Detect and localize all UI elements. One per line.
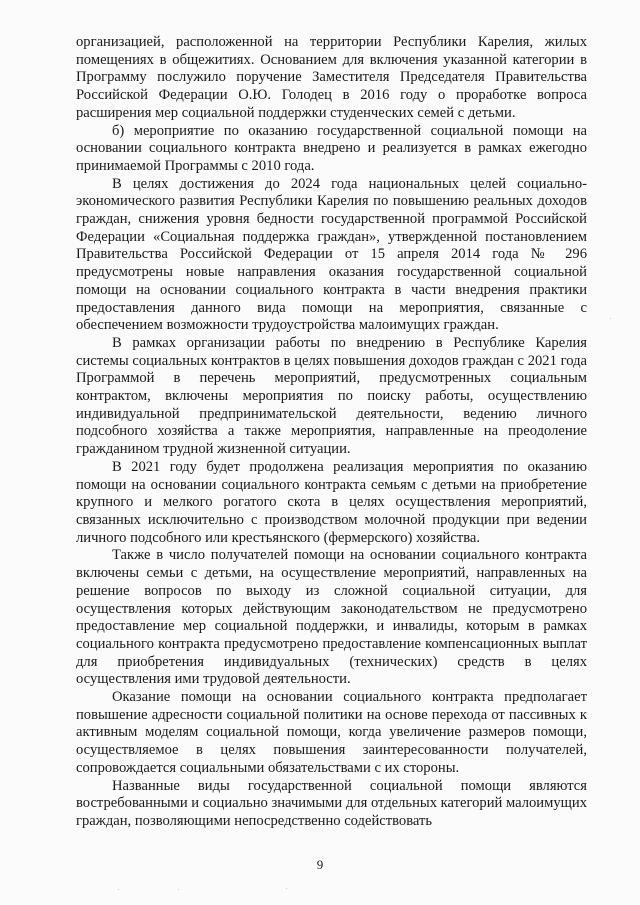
scan-artifact	[286, 888, 287, 889]
scan-artifact	[118, 889, 119, 890]
body-text	[76, 34, 587, 831]
paragraph-2: б) мероприятие по оказанию государственной социальной помощи на основании социального контракта внедрено и реализуется в рамках ежегодно принимаемой Программы с 2010 года.	[76, 122, 587, 174]
paragraph-1: организацией, расположенной на территории Республики Карелия, жилых помещениях в общежитиях. Основанием для включения указанной категории в Программу послужило поручение Заместителя Председателя Правительства Российской Федерации О.Ю. Голодец в 2016 году о проработке вопроса расширения мер социальной поддержки студенческих семей с детьми.	[76, 34, 587, 121]
page-number: 9	[316, 857, 324, 872]
scan-artifact	[610, 318, 611, 319]
paragraph-3: В целях достижения до 2024 года национальных целей социально-экономического развития Республики Карелия по повышению реальных доходов граждан, снижения уровня бедности государственной программой Российской Федерации «Социальная поддержка граждан», утвержденной постановлением Правительства Российской Федерации от 15 апреля 2014 года № 296 предусмотрены новые направления оказания государственной социальной помощи на основании социального контракта в части внедрения практики предоставления данного вида помощи на мероприятия, связанные с обеспечением возможности трудоустройства малоимущих граждан.	[76, 175, 587, 334]
paragraph-6: Также в число получателей помощи на основании социального контракта включены семьи с детьми, на осуществление мероприятий, направленных на решение вопросов по выходу из сложной социальной ситуации, для осуществления которых действующим законодательством не предусмотрено предоставление мер социальной поддержки, и инвалиды, которым в рамках социального контракта предусмотрено предоставление компенсационных выплат для приобретения индивидуальных (технических) средств в целях осуществления ими трудовой деятельности.	[76, 547, 587, 688]
paragraph-7: Оказание помощи на основании социального контракта предполагает повышение адресности социальной политики на основе перехода от пассивных к активным моделям социальной помощи, когда увеличение размеров помощи, осуществляемое в целях повышения заинтересованности получателей, сопровождается социальными обязательствами с их стороны.	[76, 689, 587, 776]
paragraph-8: Названные виды государственной социальной помощи являются востребованными и социально значимыми для отдельных категорий малоимущих граждан, позволяющими непосредственно содействовать	[76, 777, 587, 829]
scan-artifact	[178, 889, 179, 890]
paragraph-4: В рамках организации работы по внедрению в Республике Карелия системы социальных контрактов в целях повышения доходов граждан с 2021 года Программой в перечень мероприятий, предусмотренных социальным контрактом, включены мероприятия по поиску работы, осуществлению индивидуальной предпринимательской деятельности, ведению личного подсобного хозяйства а также мероприятия, направленные на преодоление гражданином трудной жизненной ситуации.	[76, 334, 587, 458]
paragraph-5: В 2021 году будет продолжена реализация мероприятия по оказанию помощи на основании социального контракта семьям с детьми на приобретение крупного и мелкого рогатого скота в целях осуществления мероприятий, связанных исключительно с производством молочной продукции при ведении личного подсобного или крестьянского (фермерского) хозяйства.	[76, 458, 587, 546]
